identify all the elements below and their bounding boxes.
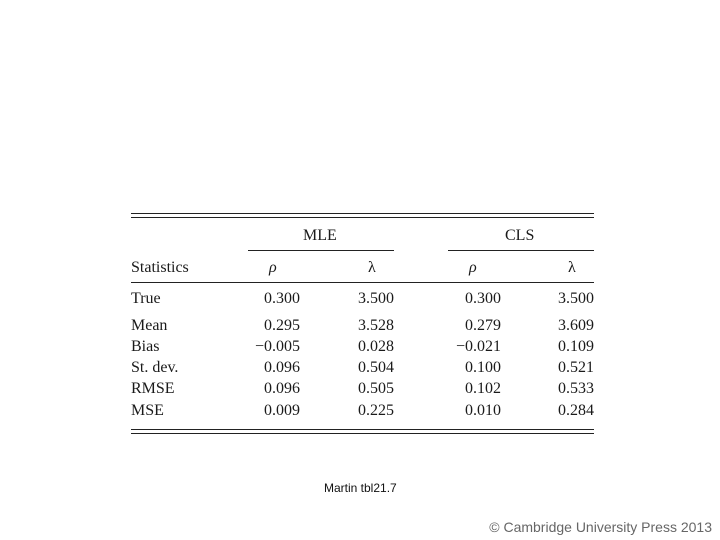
table-cell: 0.010 [465,402,501,419]
table-cell: 0.300 [264,290,300,307]
table-cell: 0.279 [465,317,501,334]
table-cell: −0.005 [254,338,300,355]
table-row-label: True [131,290,161,307]
table-cell: 0.009 [264,402,300,419]
table-row-label: Mean [131,317,168,334]
table-cell: 0.295 [264,317,300,334]
table-row-label: St. dev. [131,359,179,376]
copyright-notice: © Cambridge University Press 2013 [489,519,712,535]
header-rule [131,282,594,283]
table-cell: 3.528 [358,317,394,334]
header-mle-lambda: λ [368,259,376,276]
table-row-label: MSE [131,402,164,419]
mle-underline [248,250,394,251]
group-header-mle: MLE [303,227,337,244]
table-cell: 0.505 [358,380,394,397]
table-cell: 0.096 [264,359,300,376]
table-caption: Martin tbl21.7 [324,481,397,495]
table-cell: 3.500 [558,290,594,307]
table-top-rule [131,213,594,214]
table-cell: 0.100 [465,359,501,376]
header-mle-rho: ρ [269,259,277,276]
table-cell: 0.102 [465,380,501,397]
header-cls-rho: ρ [469,259,477,276]
table-cell: 0.521 [558,359,594,376]
table-cell: 0.284 [558,402,594,419]
table-cell: 3.609 [558,317,594,334]
table-top-rule-2 [131,217,594,218]
table-row-label: Bias [131,338,160,355]
table-cell: 0.028 [358,338,394,355]
table-cell: 0.533 [558,380,594,397]
table-bottom-rule [131,429,594,430]
table-cell: −0.021 [455,338,501,355]
table-cell: 0.504 [358,359,394,376]
cls-underline [448,250,594,251]
header-cls-lambda: λ [568,259,576,276]
table-cell: 0.109 [558,338,594,355]
table-cell: 3.500 [358,290,394,307]
table-cell: 0.225 [358,402,394,419]
table-cell: 0.300 [465,290,501,307]
group-header-cls: CLS [505,227,535,244]
table-bottom-rule-2 [131,433,594,434]
table-cell: 0.096 [264,380,300,397]
stub-header: Statistics [131,259,189,276]
table-row-label: RMSE [131,380,175,397]
